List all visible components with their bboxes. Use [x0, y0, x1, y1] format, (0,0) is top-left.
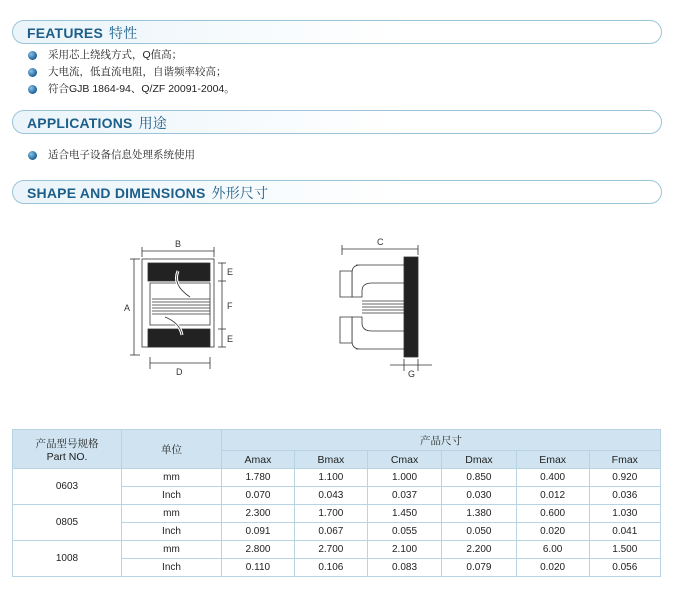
col-header-dmax: Dmax — [442, 451, 516, 469]
table-cell: 0.055 — [367, 523, 441, 541]
table-cell: 0.050 — [442, 523, 516, 541]
dim-label-c: C — [377, 237, 384, 247]
list-item: 符合GJB 1864-94、Q/ZF 20091-2004。 — [26, 81, 235, 98]
dimension-header: 产品尺寸 — [222, 430, 661, 451]
unit-cell: Inch — [122, 559, 222, 577]
bullet-icon — [28, 68, 37, 77]
table-cell: 2.800 — [222, 541, 295, 559]
applications-title: APPLICATIONS 用途 — [27, 115, 167, 131]
table-cell: 1.700 — [294, 505, 367, 523]
table-cell: 2.700 — [294, 541, 367, 559]
dim-label-g: G — [408, 369, 416, 379]
table-cell: 0.041 — [589, 523, 660, 541]
table-cell: 0.030 — [442, 487, 516, 505]
table-cell: 0.110 — [222, 559, 295, 577]
table-cell: 2.100 — [367, 541, 441, 559]
list-item: 采用芯上绕线方式，Q值高； — [26, 47, 235, 64]
front-view-bottom-flange — [148, 329, 210, 347]
dim-label-d: D — [176, 367, 183, 377]
col-header-emax: Emax — [516, 451, 589, 469]
table-cell: 0.079 — [442, 559, 516, 577]
table-cell: 0.600 — [516, 505, 589, 523]
applications-list — [26, 147, 195, 164]
side-view-end-cap — [404, 257, 418, 357]
table-cell: 0.037 — [367, 487, 441, 505]
bullet-icon — [28, 51, 37, 60]
table-cell: 0.020 — [516, 559, 589, 577]
dim-label-e-bottom: E — [227, 334, 234, 344]
table-cell: 6.00 — [516, 541, 589, 559]
table-cell: 1.450 — [367, 505, 441, 523]
table-cell: 0.083 — [367, 559, 441, 577]
table-cell: 2.200 — [442, 541, 516, 559]
list-item: 适合电子设备信息处理系统使用 — [26, 147, 195, 164]
dimension-drawing — [0, 225, 680, 425]
bullet-icon — [28, 151, 37, 160]
unit-header: 单位 — [122, 430, 222, 469]
features-title: FEATURES 特性 — [27, 25, 138, 41]
dimensions-table — [12, 429, 661, 577]
part-cell: 1008 — [13, 541, 122, 577]
table-cell: 0.056 — [589, 559, 660, 577]
table-cell: 0.070 — [222, 487, 295, 505]
table-cell: 1.380 — [442, 505, 516, 523]
applications-section-header — [12, 110, 662, 134]
list-item: 大电流，低直流电阻，自谐频率较高； — [26, 64, 235, 81]
bullet-icon — [28, 85, 37, 94]
col-header-bmax: Bmax — [294, 451, 367, 469]
table-cell: 0.020 — [516, 523, 589, 541]
unit-cell: Inch — [122, 487, 222, 505]
part-cell: 0805 — [13, 505, 122, 541]
unit-cell: mm — [122, 505, 222, 523]
table-cell: 0.036 — [589, 487, 660, 505]
table-row — [13, 469, 661, 487]
unit-cell: Inch — [122, 523, 222, 541]
unit-cell: mm — [122, 469, 222, 487]
col-header-cmax: Cmax — [367, 451, 441, 469]
table-cell: 1.030 — [589, 505, 660, 523]
table-cell: 0.850 — [442, 469, 516, 487]
part-header: 产品型号规格 Part NO. — [13, 430, 122, 469]
shape-title: SHAPE AND DIMENSIONS 外形尺寸 — [27, 185, 269, 201]
dim-label-b: B — [175, 239, 182, 249]
table-cell: 0.043 — [294, 487, 367, 505]
table-cell: 0.106 — [294, 559, 367, 577]
shape-section-header — [12, 180, 662, 204]
table-cell: 0.012 — [516, 487, 589, 505]
table-cell: 1.500 — [589, 541, 660, 559]
dim-label-a: A — [124, 303, 131, 313]
table-cell: 1.780 — [222, 469, 295, 487]
table-cell: 0.067 — [294, 523, 367, 541]
features-list — [26, 47, 235, 98]
table-cell: 0.091 — [222, 523, 295, 541]
features-section-header — [12, 20, 662, 44]
table-cell: 1.000 — [367, 469, 441, 487]
col-header-amax: Amax — [222, 451, 295, 469]
dim-label-e-top: E — [227, 267, 234, 277]
table-cell: 1.100 — [294, 469, 367, 487]
table-row — [13, 541, 661, 559]
table-cell: 0.400 — [516, 469, 589, 487]
unit-cell: mm — [122, 541, 222, 559]
table-cell: 0.920 — [589, 469, 660, 487]
table-row — [13, 505, 661, 523]
dim-label-f: F — [227, 301, 233, 311]
col-header-fmax: Fmax — [589, 451, 660, 469]
table-cell: 2.300 — [222, 505, 295, 523]
part-cell: 0603 — [13, 469, 122, 505]
